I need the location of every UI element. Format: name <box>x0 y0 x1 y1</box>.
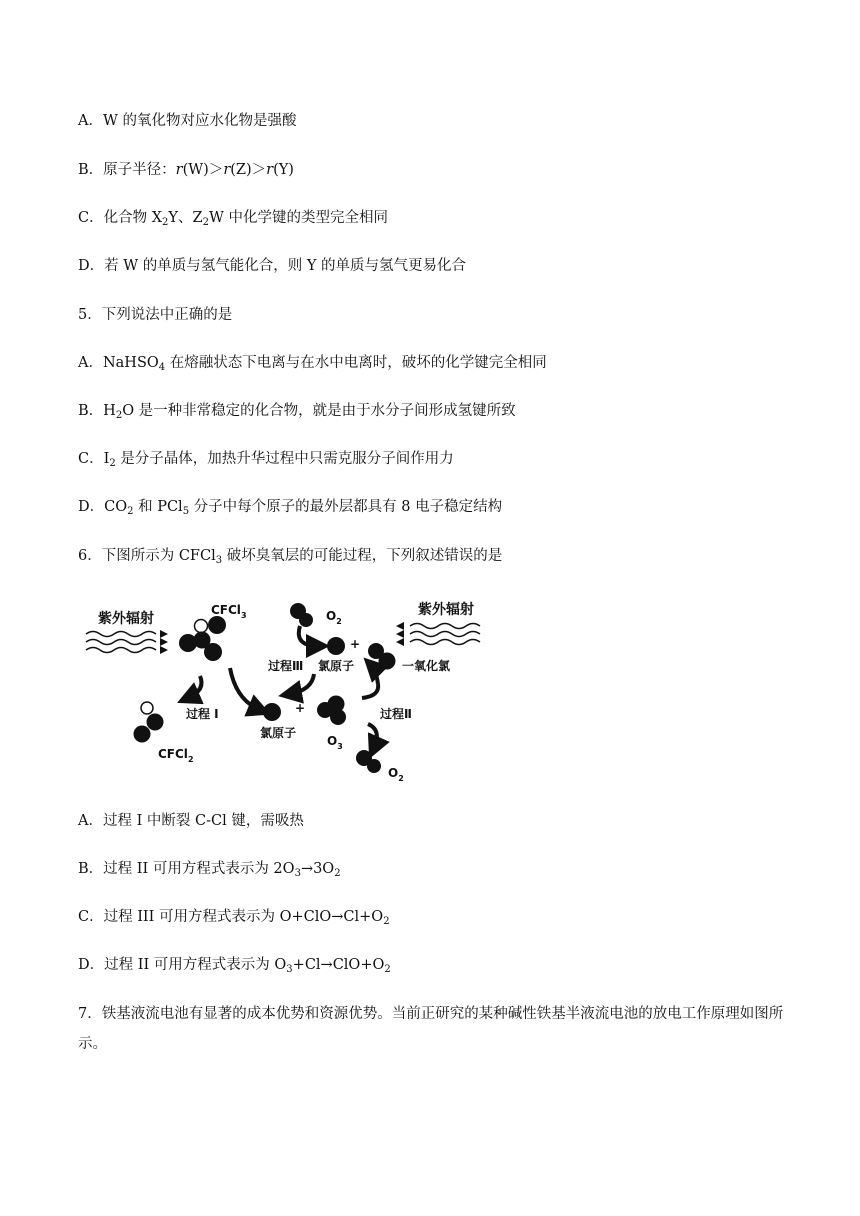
o2-bottom-molecule <box>356 750 381 773</box>
q4-option-d: D．若 W 的单质与氢气能化合，则 Y 的单质与氢气更易化合 <box>78 258 467 274</box>
process-3-label: 过程Ⅲ <box>268 659 304 673</box>
q5-a-part2: 在熔融状态下电离与在水中电离时，破坏的化学键完全相同 <box>165 355 547 371</box>
arrow-clo-formation-tail <box>362 684 378 698</box>
clo-label: 一氧化氯 <box>402 659 451 673</box>
plus-mid: + <box>295 701 306 715</box>
q5-option-c <box>78 449 454 469</box>
o3-label <box>327 734 343 751</box>
process-1-label: 过程 I <box>186 707 219 721</box>
q4-c-part3: W 中化学键的类型完全相同 <box>208 210 388 226</box>
q4-b-r3: r <box>266 162 274 178</box>
cfcl2-label-main: CFCl <box>158 747 188 761</box>
o3-label-main: O <box>327 734 338 748</box>
ozone-depletion-diagram <box>80 590 500 790</box>
q6-b-sub1: 3 <box>294 868 301 879</box>
q6-d-part1: D．过程 II 可用方程式表示为 O <box>78 957 287 973</box>
arrow-clo-formation <box>372 666 378 684</box>
uv-arrows-left <box>160 630 168 654</box>
q6-option-c <box>78 907 390 927</box>
q4-option-b <box>78 160 294 180</box>
q5-d-part2: 和 PCl <box>133 499 183 515</box>
q4-b-z: (Z)＞ <box>230 162 267 178</box>
q6-b-part1: B．过程 II 可用方程式表示为 2O <box>78 861 295 877</box>
q6-stem-part2: 破坏臭氧层的可能过程，下列叙述错误的是 <box>222 548 503 564</box>
cl-atom-mid-label: 氯原子 <box>260 726 297 740</box>
uv-waves-right <box>410 624 480 645</box>
q5-option-d <box>78 497 502 517</box>
q5-a-sub: 4 <box>158 362 166 373</box>
q4-b-w: (W)＞ <box>182 162 224 178</box>
q6-c-part1: C．过程 III 可用方程式表示为 O+ClO→Cl+O <box>78 909 384 925</box>
o2-top-label <box>326 609 342 626</box>
q6-b-part2: →3O <box>300 861 335 877</box>
o2-bottom-label-main: O <box>388 766 399 780</box>
q5-c-sub: 2 <box>109 458 116 469</box>
arrow-cl-release <box>230 668 260 710</box>
o2-top-label-main: O <box>326 609 337 623</box>
q5-b-part1: B．H <box>78 403 116 419</box>
q5-a-part1: A．NaHSO <box>78 355 159 371</box>
plus-top: + <box>350 637 361 651</box>
cfcl3-label-sub: 3 <box>240 611 247 620</box>
arrow-o2-release <box>299 626 318 646</box>
cl-atom <box>263 703 281 721</box>
o2-top-label-sub: 2 <box>336 617 342 626</box>
arrow-process-1 <box>188 676 202 698</box>
q5-option-a <box>78 353 547 373</box>
arrow-o2-formation <box>368 724 377 748</box>
q6-option-a: A．过程 I 中断裂 C-Cl 键，需吸热 <box>78 813 304 829</box>
process-2-label: 过程Ⅱ <box>380 707 412 721</box>
q5-d-part3: 分子中每个原子的最外层都具有 8 电子稳定结构 <box>189 499 503 515</box>
q4-c-sub2: 2 <box>202 217 209 228</box>
o-atom <box>327 637 345 655</box>
uv-arrows-right <box>396 622 404 646</box>
o3-label-sub: 3 <box>337 742 343 751</box>
o2-bottom-label <box>388 766 404 783</box>
cfcl3-molecule <box>179 616 226 661</box>
q4-b-r1: r <box>175 162 183 178</box>
o2-bottom-label-sub: 2 <box>398 774 404 783</box>
clo-molecule <box>368 643 396 670</box>
cfcl3-label-main: CFCl <box>211 603 241 617</box>
cfcl2-label-sub: 2 <box>187 755 194 764</box>
q5-c-part1: C．I <box>78 451 110 467</box>
o2-top-molecule <box>290 603 313 627</box>
arrow-process-3 <box>290 674 314 694</box>
q4-c-part1: C．化合物 X <box>78 210 163 226</box>
q6-stem-part1: 6．下图所示为 CFCl <box>78 548 216 564</box>
q4-option-a: A．W 的氧化物对应水化物是强酸 <box>78 113 297 129</box>
uv-waves-left <box>86 632 156 653</box>
q4-b-y: (Y) <box>273 162 294 178</box>
q6-d-sub2: 2 <box>384 964 391 975</box>
cfcl2-molecule <box>134 702 164 743</box>
q5-stem: 5．下列说法中正确的是 <box>78 307 233 323</box>
uv-label-left: 紫外辐射 <box>98 611 154 627</box>
q4-option-c <box>78 208 388 228</box>
q4-b-r2: r <box>223 162 231 178</box>
q6-c-sub: 2 <box>383 916 390 927</box>
q6-d-part2: +Cl→ClO+O <box>292 957 385 973</box>
q7-stem: 7．铁基液流电池有显著的成本优势和资源优势。当前正研究的某种碱性铁基半液流电池的放电工作原理如图所示。 <box>78 1006 784 1052</box>
cfcl2-label <box>158 747 194 764</box>
q5-option-b <box>78 401 516 421</box>
q6-b-sub2: 2 <box>334 868 341 879</box>
q5-d-part1: D．CO <box>78 499 128 515</box>
uv-label-right: 紫外辐射 <box>418 602 474 618</box>
cl-atom-top-label: 氯原子 <box>318 659 355 673</box>
q6-option-d <box>78 955 391 975</box>
q6-stem <box>78 546 502 566</box>
q6-d-sub1: 3 <box>286 964 293 975</box>
q6-option-b <box>78 859 341 879</box>
q6-stem-sub: 3 <box>215 555 223 566</box>
q5-c-part2: 是分子晶体，加热升华过程中只需克服分子间作用力 <box>115 451 454 467</box>
q4-c-sub1: 2 <box>162 217 169 228</box>
q4-c-part2: Y、Z <box>168 210 203 226</box>
q5-b-part2: O 是一种非常稳定的化合物，就是由于水分子间形成氢键所致 <box>122 403 516 419</box>
o3-molecule <box>317 696 346 726</box>
q5-d-sub2: 5 <box>182 506 190 517</box>
q5-d-sub1: 2 <box>127 506 134 517</box>
q4-option-b-prefix: B．原子半径： <box>78 162 176 178</box>
q5-b-sub: 2 <box>115 410 123 421</box>
